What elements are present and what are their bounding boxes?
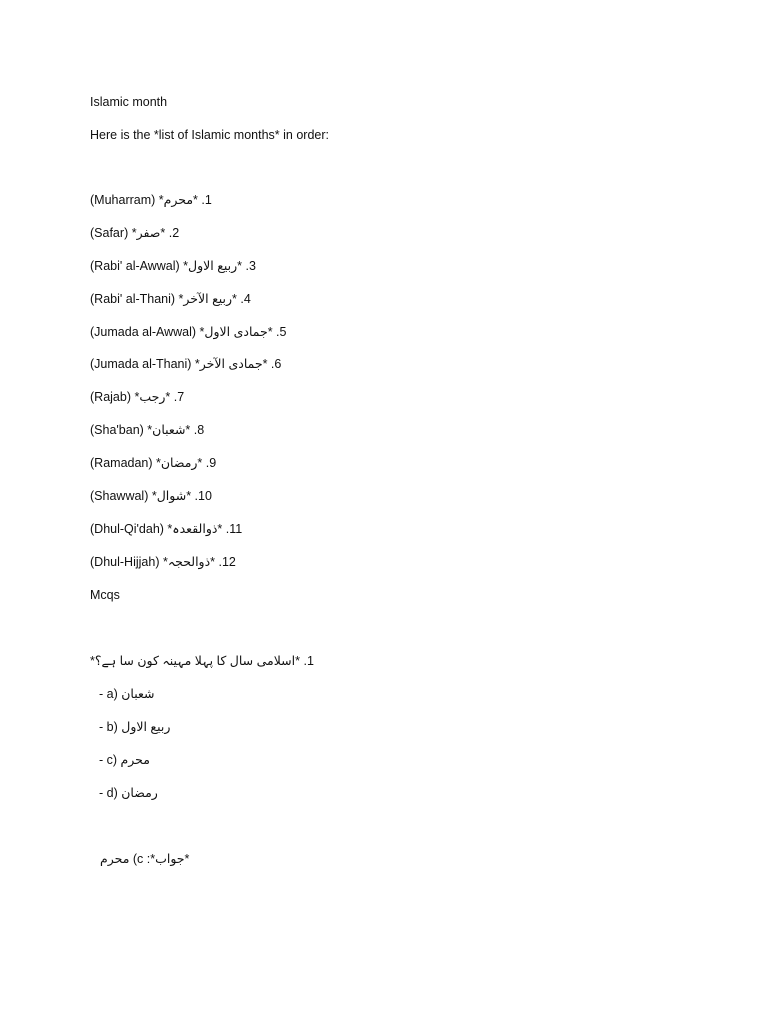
mcq-option: - d) رمضان [99,786,158,800]
month-item: 6. *جمادی الآخر* (Jumada al-Thani) [90,357,282,371]
mcq-question: 1. *اسلامی سال کا پہلا مہینہ کون سا ہے؟* [90,654,314,668]
mcq-option: - b) ربیع الاول [99,720,171,734]
intro-text: Here is the *list of Islamic months* in order: [90,128,329,142]
month-item: 4. *ربیع الآخر* (Rabi' al-Thani) [90,292,251,306]
mcq-option: - c) محرم [99,753,150,767]
month-item: 7. *رجب* (Rajab) [90,390,185,404]
month-item: 1. *محرم* (Muharram) [90,193,212,207]
mcq-answer: *جواب*: c) محرم [100,852,190,866]
month-item: 5. *جمادی الاول* (Jumada al-Awwal) [90,325,287,339]
month-item: 10. *شوال* (Shawwal) [90,489,212,503]
month-item: 2. *صفر* (Safar) [90,226,180,240]
month-item: 8. *شعبان* (Sha'ban) [90,423,205,437]
mcq-option: - a) شعبان [99,687,155,701]
month-item: 11. *ذوالقعدہ* (Dhul-Qi'dah) [90,522,243,536]
month-item: 3. *ربیع الاول* (Rabi' al-Awwal) [90,259,256,273]
mcqs-heading: Mcqs [90,588,120,602]
document-title: Islamic month [90,95,168,109]
month-item: 12. *ذوالحجہ* (Dhul-Hijjah) [90,555,236,569]
month-item: 9. *رمضان* (Ramadan) [90,456,217,470]
